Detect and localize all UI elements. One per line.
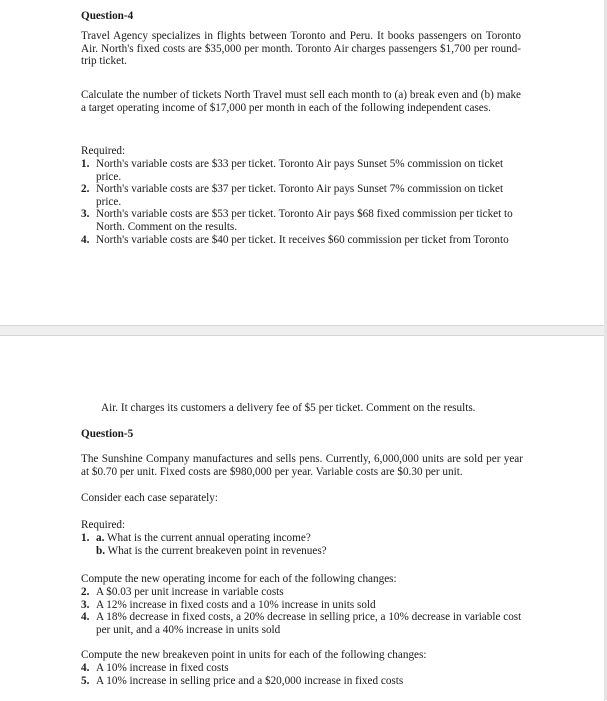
required-label-q5: Required: (81, 519, 126, 531)
document-page-1 (0, 0, 605, 326)
list-item: 3. A 12% increase in fixed costs and a 10% increase in units sold (81, 598, 376, 611)
page-separator (0, 326, 607, 335)
list-item: 5. A 10% increase in selling price and a $20,000 increase in fixed costs (81, 674, 404, 687)
list-item: b. What is the current breakeven point in revenues? (96, 544, 327, 557)
list-item: 4. North's variable costs are $40 per ticket. It receives $60 commission per ticket from Toronto (81, 233, 509, 246)
question-4-task: Calculate the number of tickets North Travel must sell each month to (a) break even and (b) make a target operating income of $17,000 per month in each of the following independent cases. (81, 89, 521, 114)
question-4-heading: Question-4 (81, 10, 134, 22)
breakeven-changes-list (81, 662, 523, 687)
list-item: 2. A $0.03 per unit increase in variable costs (81, 586, 284, 598)
document-page-2 (0, 335, 605, 701)
list-item: 1. North's variable costs are $33 per ticket. Toronto Air pays Sunset 5% commission on ticket price. (81, 158, 504, 183)
compute-income-heading: Compute the new operating income for each of the following changes: (81, 573, 397, 585)
question-5-intro: The Sunshine Company manufactures and sells pens. Currently, 6,000,000 units are sold per year at $0.70 per unit. Fixed costs are $980,000 per year. Variable costs are $0.30 per unit. (81, 453, 523, 478)
income-changes-list (81, 586, 523, 636)
consider-note: Consider each case separately: (81, 492, 218, 504)
list-item: 1. a. What is the current annual operating income? (81, 532, 311, 544)
required-label: Required: (81, 145, 126, 157)
question-4-continuation: Air. It charges its customers a delivery fee of $5 per ticket. Comment on the results. (101, 402, 476, 414)
question-4-intro: Travel Agency specializes in flights between Toronto and Peru. It books passengers on Toronto Air. North's fixed costs are $35,000 per month. Toronto Air charges passengers $1,700 per round-trip ticket. (81, 30, 521, 68)
question-5-heading: Question-5 (81, 428, 134, 440)
list-item: 4. A 10% increase in fixed costs (81, 662, 229, 674)
question-5-required-1 (81, 532, 523, 557)
list-item: 2. North's variable costs are $37 per ticket. Toronto Air pays Sunset 7% commission on ticket price. (81, 183, 504, 208)
question-4-required-list (81, 158, 523, 246)
compute-breakeven-heading: Compute the new breakeven point in units for each of the following changes: (81, 649, 427, 661)
list-item: 3. North's variable costs are $53 per ticket. Toronto Air pays $68 fixed commission per ticket to North. Comment on the results. (81, 208, 513, 233)
list-item: 4. A 18% decrease in fixed costs, a 20% decrease in selling price, a 10% decrease in variable cost per unit, and a 40% increase in units sold (81, 611, 522, 636)
